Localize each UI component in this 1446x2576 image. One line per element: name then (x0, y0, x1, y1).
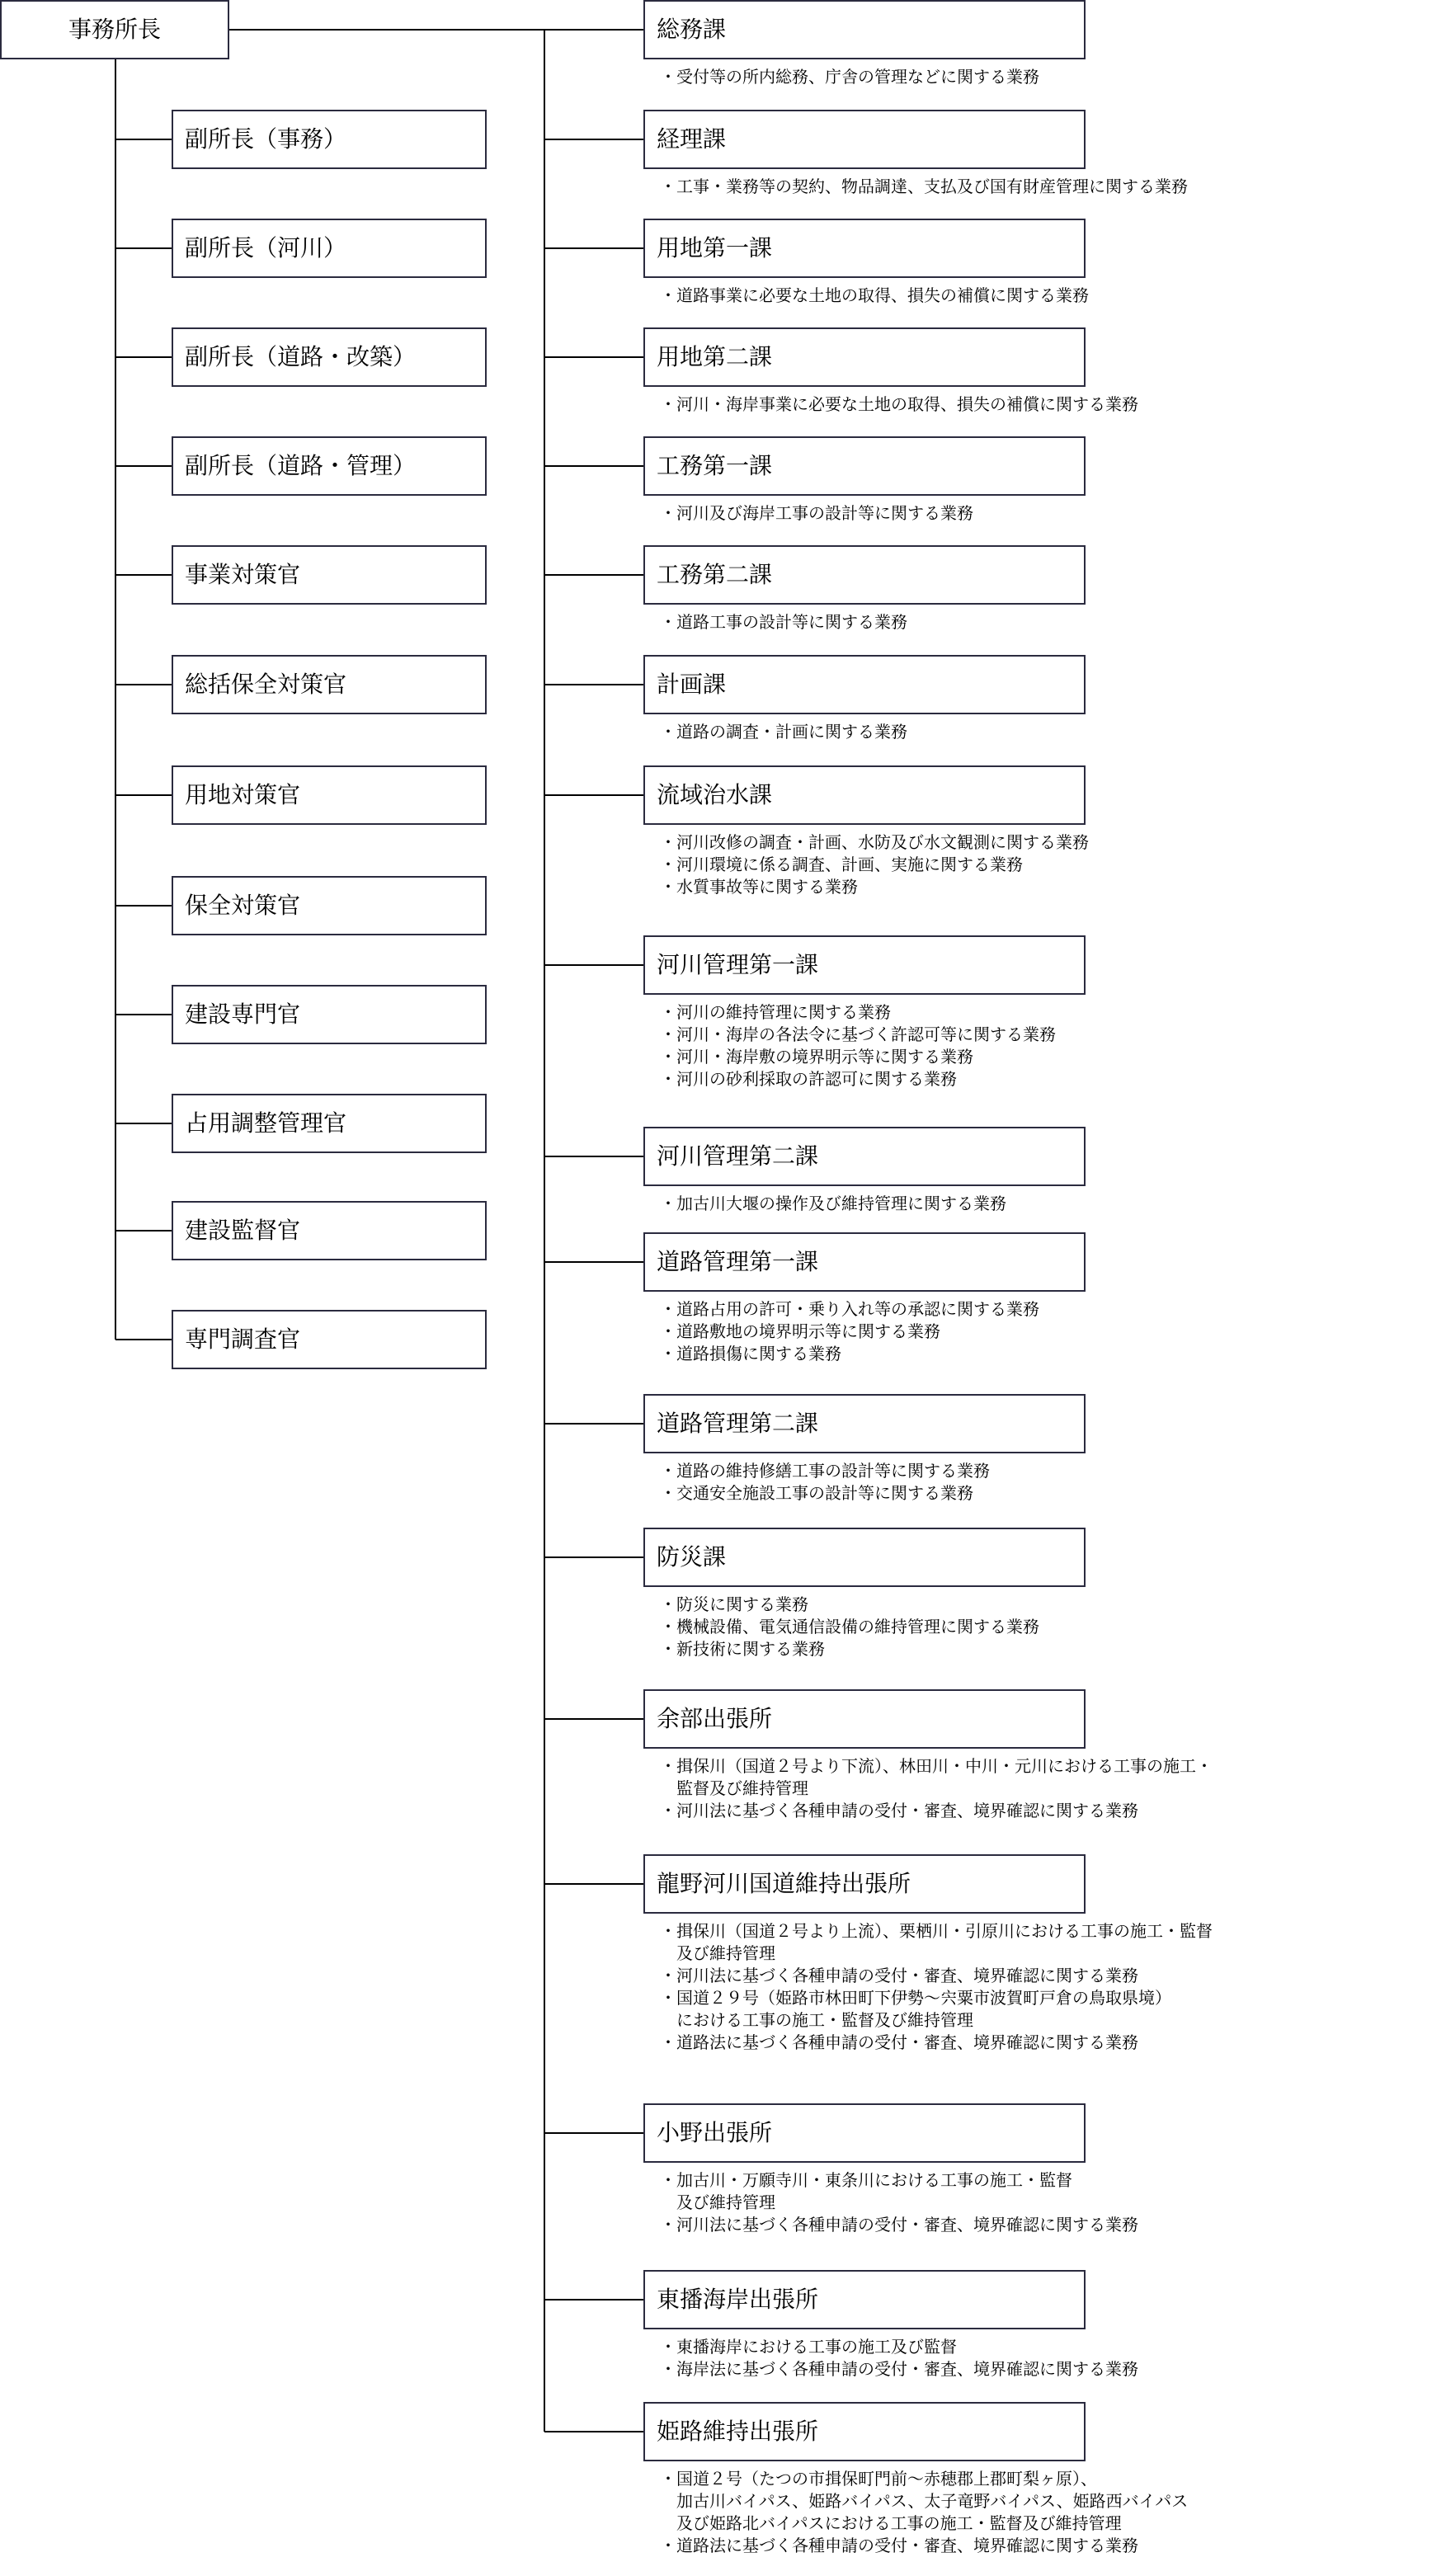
staff-label: 占用調整管理官 (185, 1109, 347, 1137)
staff-box (172, 1094, 487, 1153)
description-line: ・道路事業に必要な土地の取得、損失の補償に関する業務 (660, 285, 1089, 305)
section-description (660, 176, 1188, 198)
director-label: 事務所長 (68, 16, 161, 43)
section-description (660, 721, 907, 743)
staff-box (172, 110, 487, 169)
description-line: ・道路の維持修繕工事の設計等に関する業務 (660, 1461, 990, 1481)
section-box (643, 1689, 1086, 1749)
staff-label: 副所長（道路・改築） (185, 343, 417, 370)
description-line: ・道路占用の許可・乗り入れ等の承認に関する業務 (660, 1299, 1039, 1319)
description-line: ・加古川大堰の操作及び維持管理に関する業務 (660, 1194, 1006, 1213)
description-line: ・工事・業務等の契約、物品調達、支払及び国有財産管理に関する業務 (660, 177, 1188, 196)
description-line: ・河川・海岸の各法令に基づく許認可等に関する業務 (660, 1024, 1056, 1044)
section-description (660, 1298, 1039, 1365)
staff-box (172, 876, 487, 935)
description-line: ・河川の維持管理に関する業務 (660, 1002, 891, 1022)
section-description (660, 2336, 1138, 2381)
description-line: ・揖保川（国道２号より下流）、林田川・中川・元川における工事の施工・ (660, 1756, 1213, 1776)
section-description (660, 1193, 1006, 1215)
section-description (660, 1920, 1213, 2054)
description-line: ・河川及び海岸工事の設計等に関する業務 (660, 503, 973, 523)
description-line: ・受付等の所内総務、庁舎の管理などに関する業務 (660, 67, 1039, 87)
section-box (643, 1854, 1086, 1914)
description-line: ・河川・海岸敷の境界明示等に関する業務 (660, 1047, 973, 1067)
description-line: ・交通安全施設工事の設計等に関する業務 (660, 1483, 973, 1503)
description-line: ・河川の砂利採取の許認可に関する業務 (660, 1069, 957, 1089)
staff-label: 用地対策官 (185, 781, 301, 808)
section-description (660, 611, 907, 633)
staff-box (172, 655, 487, 714)
section-description (660, 393, 1138, 416)
description-line: ・海岸法に基づく各種申請の受付・審査、境界確認に関する業務 (660, 2359, 1138, 2379)
section-description (660, 1594, 1039, 1660)
description-line: における工事の施工・監督及び維持管理 (660, 2010, 973, 2030)
section-box (643, 1127, 1086, 1186)
section-description (660, 2169, 1138, 2236)
description-line: ・揖保川（国道２号より上流）、栗栖川・引原川における工事の施工・監督 (660, 1921, 1213, 1941)
description-line: ・水質事故等に関する業務 (660, 877, 858, 897)
section-name: 小野出張所 (657, 2119, 773, 2146)
description-line: ・河川環境に係る調査、計画、実施に関する業務 (660, 855, 1023, 874)
section-name: 防災課 (657, 1543, 727, 1571)
staff-box (172, 765, 487, 825)
section-description (660, 285, 1089, 307)
staff-box (172, 219, 487, 278)
section-name: 余部出張所 (657, 1705, 773, 1732)
staff-box (172, 436, 487, 496)
section-description (660, 831, 1089, 898)
description-line: ・道路法に基づく各種申請の受付・審査、境界確認に関する業務 (660, 2032, 1138, 2052)
section-description (660, 1001, 1056, 1090)
description-line: ・東播海岸における工事の施工及び監督 (660, 2337, 957, 2357)
section-name: 姫路維持出張所 (657, 2418, 819, 2445)
section-name: 総務課 (657, 16, 727, 43)
section-box (643, 110, 1086, 169)
section-box (643, 545, 1086, 605)
section-name: 用地第二課 (657, 343, 773, 370)
section-name: 工務第二課 (657, 561, 773, 588)
description-line: ・道路法に基づく各種申請の受付・審査、境界確認に関する業務 (660, 2536, 1138, 2555)
staff-label: 総括保全対策官 (185, 671, 347, 698)
description-line: ・河川法に基づく各種申請の受付・審査、境界確認に関する業務 (660, 2215, 1138, 2235)
section-name: 工務第一課 (657, 452, 773, 479)
section-box (643, 327, 1086, 387)
staff-label: 建設専門官 (185, 1001, 301, 1028)
section-box (643, 655, 1086, 714)
description-line: ・国道２号（たつの市揖保町門前～赤穂郡上郡町梨ヶ原）、 (660, 2469, 1097, 2489)
description-line: ・新技術に関する業務 (660, 1639, 825, 1659)
staff-box (172, 1310, 487, 1369)
description-line: 及び姫路北バイパスにおける工事の施工・監督及び維持管理 (660, 2513, 1122, 2533)
section-box (643, 1394, 1086, 1453)
section-box (643, 2270, 1086, 2329)
staff-box (172, 545, 487, 605)
description-line: ・道路損傷に関する業務 (660, 1344, 841, 1363)
section-box (643, 1232, 1086, 1292)
description-line: 監督及び維持管理 (660, 1778, 808, 1798)
section-description (660, 2468, 1188, 2557)
section-name: 河川管理第一課 (657, 951, 819, 978)
section-box (643, 219, 1086, 278)
description-line: ・道路の調査・計画に関する業務 (660, 722, 907, 742)
staff-label: 副所長（道路・管理） (185, 452, 417, 479)
staff-label: 副所長（河川） (185, 234, 347, 261)
section-name: 道路管理第一課 (657, 1248, 819, 1275)
section-description (660, 502, 973, 525)
description-line: 加古川バイパス、姫路バイパス、太子竜野バイパス、姫路西バイパス (660, 2491, 1189, 2511)
section-name: 河川管理第二課 (657, 1142, 819, 1170)
description-line: ・河川法に基づく各種申請の受付・審査、境界確認に関する業務 (660, 1801, 1138, 1820)
section-description (660, 1460, 990, 1505)
staff-label: 保全対策官 (185, 892, 301, 919)
staff-label: 専門調査官 (185, 1326, 301, 1353)
description-line: ・河川法に基づく各種申請の受付・審査、境界確認に関する業務 (660, 1966, 1138, 1985)
staff-label: 建設監督官 (185, 1217, 301, 1244)
section-box (643, 935, 1086, 995)
description-line: ・道路敷地の境界明示等に関する業務 (660, 1321, 940, 1341)
director-box (0, 0, 229, 59)
section-box (643, 1528, 1086, 1587)
section-description (660, 66, 1039, 88)
staff-label: 副所長（事務） (185, 125, 347, 153)
description-line: 及び維持管理 (660, 1943, 775, 1963)
staff-box (172, 985, 487, 1044)
section-box (643, 2402, 1086, 2461)
description-line: ・河川・海岸事業に必要な土地の取得、損失の補償に関する業務 (660, 394, 1138, 414)
staff-box (172, 1201, 487, 1260)
section-box (643, 2103, 1086, 2163)
section-name: 東播海岸出張所 (657, 2286, 819, 2313)
description-line: ・道路工事の設計等に関する業務 (660, 612, 907, 632)
description-line: ・防災に関する業務 (660, 1594, 808, 1614)
section-name: 計画課 (657, 671, 727, 698)
staff-label: 事業対策官 (185, 561, 301, 588)
section-box (643, 436, 1086, 496)
section-name: 用地第一課 (657, 234, 773, 261)
section-box (643, 0, 1086, 59)
section-name: 流域治水課 (657, 781, 773, 808)
section-name: 龍野河川国道維持出張所 (657, 1870, 911, 1897)
section-description (660, 1755, 1213, 1822)
description-line: ・国道２９号（姫路市林田町下伊勢～宍粟市波賀町戸倉の鳥取県境） (660, 1988, 1171, 2008)
staff-box (172, 327, 487, 387)
description-line: ・機械設備、電気通信設備の維持管理に関する業務 (660, 1617, 1039, 1636)
description-line: ・加古川・万願寺川・東条川における工事の施工・監督 (660, 2170, 1072, 2190)
section-name: 道路管理第二課 (657, 1410, 819, 1437)
description-line: 及び維持管理 (660, 2192, 775, 2212)
description-line: ・河川改修の調査・計画、水防及び水文観測に関する業務 (660, 832, 1089, 852)
section-name: 経理課 (657, 125, 727, 153)
section-box (643, 765, 1086, 825)
